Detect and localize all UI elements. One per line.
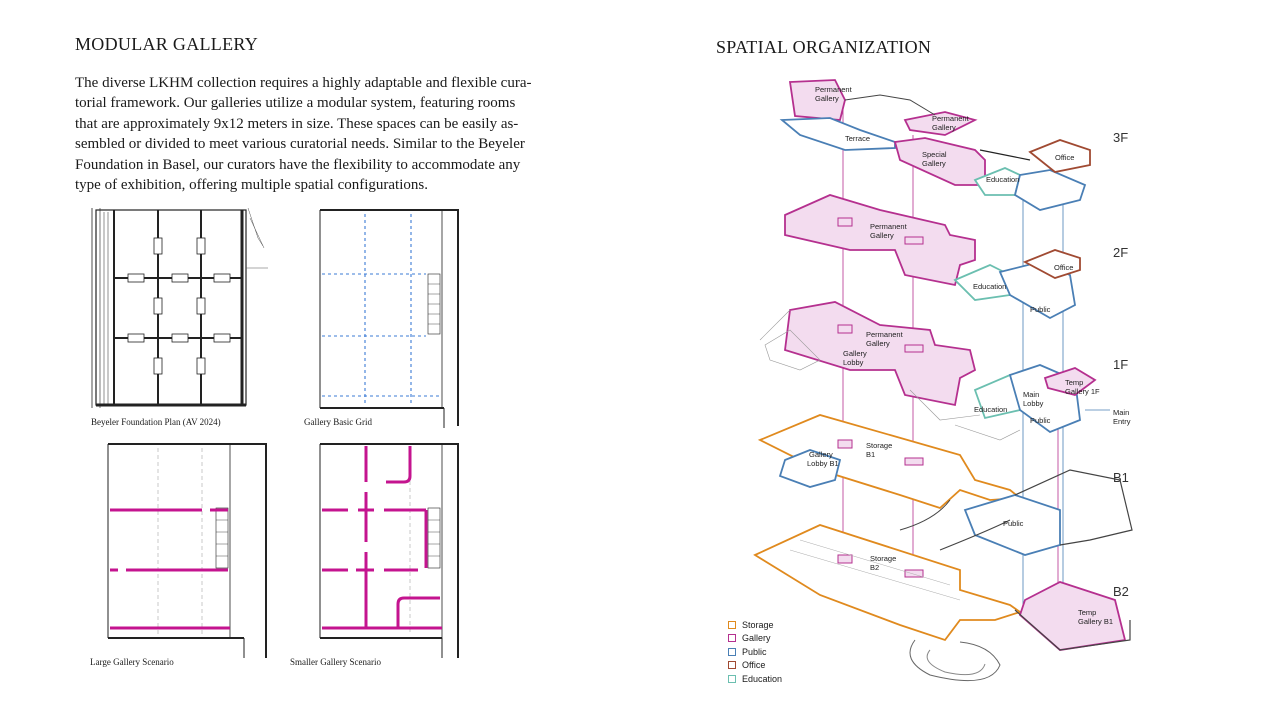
legend-item-public [728,645,782,659]
legend-swatch [728,675,736,683]
paragraph-line: that are approximately 9x12 meters in size. These spaces can be easily as- [75,115,519,132]
smaller-gallery-scenario [318,442,460,660]
room-2f-education: Education [973,282,1007,291]
legend-swatch [728,621,736,629]
room-1f-lobby-2: Lobby [843,358,864,367]
legend-swatch [728,634,736,642]
gallery-basic-grid [318,208,460,428]
room-1f-temp-2: Gallery 1F [1065,387,1100,396]
spatial-organization-diagram [700,70,1140,690]
caption-large: Large Gallery Scenario [90,657,174,667]
room-1f-entry-2: Entry [1113,417,1131,426]
legend-label: Office [742,660,766,671]
room-b1-storage-2: B1 [866,450,876,459]
legend-label: Storage [742,619,774,630]
room-3f-perm-b: Permanent [932,114,969,123]
room-2f-public: Public [1030,305,1051,314]
legend-label: Public [742,646,767,657]
room-1f-lobby: Gallery [843,349,867,358]
floor-label-1f: 1F [1113,357,1129,372]
room-2f-perm: Permanent [870,222,907,231]
floor-label-b2: B2 [1113,584,1129,599]
legend-item-storage [728,618,782,632]
spatial-organization-title: SPATIAL ORGANIZATION [716,37,932,57]
legend [728,618,782,686]
floor-label-b1: B1 [1113,470,1129,485]
floor-b2 [755,525,1130,681]
room-1f-perm: Permanent [866,330,903,339]
modular-gallery-title: MODULAR GALLERY [75,34,258,54]
room-1f-temp: Temp [1065,378,1084,387]
floor-2f [785,195,1080,318]
room-b2-temp: Temp [1078,608,1097,617]
caption-grid: Gallery Basic Grid [304,417,372,427]
room-b1-lobby: Gallery [809,450,833,459]
paragraph-line: Foundation in Basel, our curators have the flexibility to accommodate any [75,156,521,173]
room-3f-special-2: Gallery [922,159,946,168]
legend-item-office [728,659,782,673]
caption-small: Smaller Gallery Scenario [290,657,381,667]
room-b1-lobby-2: Lobby B1 [807,459,839,468]
room-1f-entry: Main [1113,408,1130,417]
large-gallery-scenario [106,442,268,660]
legend-item-gallery [728,632,782,646]
floor-3f [782,80,1090,210]
floor-label-3f: 3F [1113,130,1129,145]
room-b1-public: Public [1003,519,1024,528]
room-1f-main-2: Lobby [1023,399,1044,408]
modular-gallery-paragraph [75,73,565,195]
room-3f-office: Office [1055,153,1075,162]
room-3f-perm-a: Permanent [815,85,852,94]
beyeler-foundation-plan [88,208,274,428]
room-3f-education: Education [986,175,1020,184]
room-3f-perm-b-2: Gallery [932,123,956,132]
paragraph-line: sembled or divided to meet various curatorial needs. Similar to the Beyeler [75,136,525,153]
floor-label-2f: 2F [1113,245,1129,260]
paragraph-line: The diverse LKHM collection requires a highly adaptable and flexible cura- [75,75,532,91]
legend-label: Gallery [742,633,771,644]
room-2f-perm-2: Gallery [870,231,894,240]
room-1f-main: Main [1023,390,1040,399]
room-3f-perm-a-2: Gallery [815,94,839,103]
room-b2-storage: Storage [870,554,897,563]
room-b1-storage: Storage [866,441,893,450]
legend-label: Education [742,673,783,684]
room-3f-special: Special [922,150,947,159]
legend-swatch [728,661,736,669]
room-1f-public: Public [1030,416,1051,425]
room-1f-education: Education [974,405,1008,414]
room-b2-storage-2: B2 [870,563,880,572]
room-2f-office: Office [1054,263,1074,272]
legend-item-education [728,672,782,686]
legend-swatch [728,648,736,656]
paragraph-line: torial framework. Our galleries utilize a modular system, featuring rooms [75,95,516,112]
room-1f-perm-2: Gallery [866,339,890,348]
paragraph-line: type of exhibition, offering multiple spatial configurations. [75,177,428,194]
room-3f-terrace: Terrace [845,134,871,143]
caption-beyeler: Beyeler Foundation Plan (AV 2024) [91,417,221,427]
room-b2-temp-2: Gallery B1 [1078,617,1114,626]
